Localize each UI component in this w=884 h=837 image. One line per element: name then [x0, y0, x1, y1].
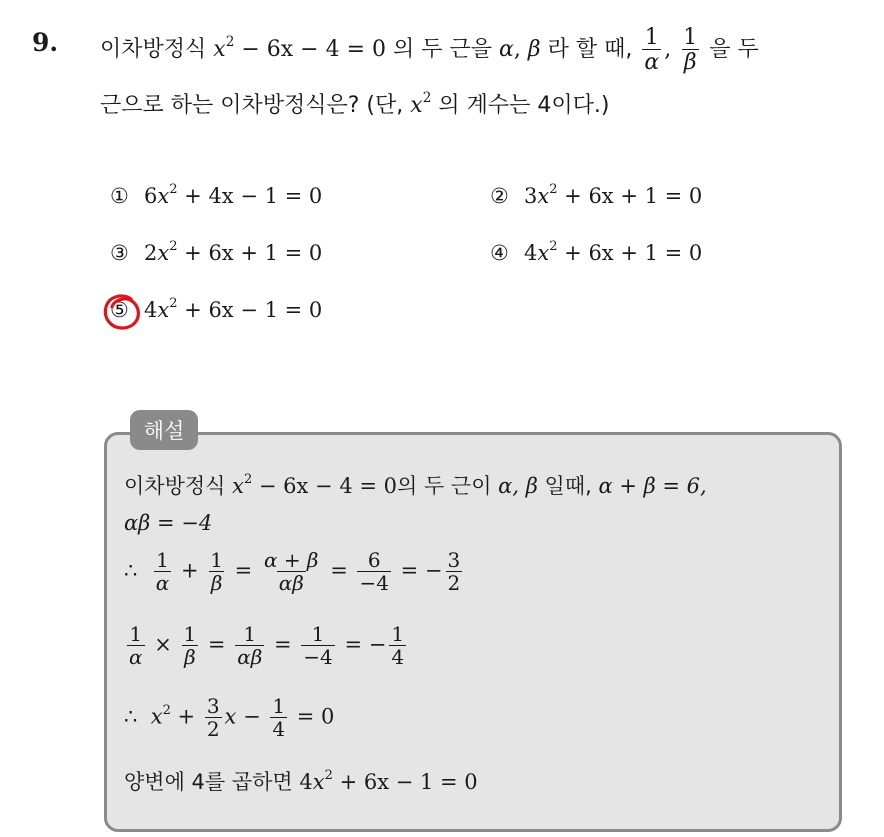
- question-text: 근으로 하는 이차방정식은? (단,: [100, 93, 411, 118]
- solution-line-6: [124, 766, 478, 796]
- question-line-2: [100, 88, 609, 119]
- choice-mark: ①: [110, 184, 129, 208]
- exponent: 2: [225, 33, 235, 50]
- choice-mark: ④: [490, 241, 509, 265]
- denominator: αβ: [278, 571, 304, 595]
- solution-text: 양변에 4를 곱하면: [124, 770, 300, 794]
- operator: = −: [400, 558, 443, 583]
- answer-circle-icon: [101, 290, 145, 334]
- operator: ×: [154, 632, 172, 657]
- numerator: 1: [311, 622, 325, 646]
- operator: +: [180, 558, 199, 583]
- choice-mark: ⑤: [110, 298, 129, 322]
- fraction-1-over-alpha: [642, 26, 661, 74]
- operator: =: [273, 632, 292, 657]
- coefficient: 6: [144, 184, 158, 208]
- roots: α, β: [498, 474, 538, 498]
- coefficient: 3: [524, 184, 538, 208]
- exponent: 2: [169, 296, 178, 312]
- denominator: α: [644, 50, 660, 76]
- numerator: 1: [243, 622, 257, 646]
- denominator: 2: [206, 717, 220, 741]
- numerator: 1: [129, 622, 143, 646]
- choice-4[interactable]: [490, 241, 702, 265]
- therefore-symbol: ∴: [124, 558, 138, 583]
- solution-line-1: [124, 470, 707, 500]
- equation-rest: + 6x + 1 = 0: [557, 241, 703, 265]
- denominator: −4: [359, 571, 389, 595]
- var-x: x: [312, 770, 325, 794]
- solution-tag: 해설: [130, 410, 198, 450]
- choice-3[interactable]: [110, 241, 322, 265]
- numerator: 3: [206, 694, 220, 718]
- product-of-roots: αβ = −4: [124, 511, 213, 535]
- equation-rest: + 6x + 1 = 0: [177, 241, 323, 265]
- numerator: 1: [156, 548, 169, 572]
- term: x −: [224, 704, 261, 729]
- var-x: x: [537, 184, 550, 208]
- var-x: x: [157, 298, 170, 322]
- comma: ,: [513, 37, 528, 63]
- choice-mark: ②: [490, 184, 509, 208]
- therefore-symbol: ∴: [124, 704, 138, 729]
- denominator: 4: [391, 645, 405, 669]
- numerator: 1: [683, 25, 698, 50]
- numerator: α + β: [263, 548, 319, 572]
- numerator: 1: [644, 25, 659, 50]
- coefficient: 4: [299, 770, 313, 794]
- exponent: 2: [169, 182, 178, 198]
- equation-end: = 0: [290, 704, 335, 729]
- exponent: 2: [549, 239, 558, 255]
- exponent: 2: [324, 768, 333, 784]
- coefficient: 2: [144, 241, 158, 265]
- equation-rest: + 6x + 1 = 0: [557, 184, 703, 208]
- denominator: αβ: [237, 645, 263, 669]
- question-text: 의 두 근을: [393, 37, 500, 63]
- var-x: x: [537, 241, 550, 265]
- denominator: −4: [303, 645, 333, 669]
- solution-line-3: [124, 550, 465, 594]
- choice-mark: ③: [110, 241, 129, 265]
- solution-text: 일때,: [537, 474, 599, 498]
- numerator: 6: [367, 548, 381, 572]
- operator: = −: [344, 632, 387, 657]
- denominator: β: [210, 571, 223, 595]
- question-number: 9.: [32, 28, 59, 57]
- var-x: x: [157, 184, 170, 208]
- denominator: α: [129, 645, 143, 669]
- numerator: 3: [447, 548, 461, 572]
- exponent: 2: [162, 702, 171, 718]
- alpha: α: [499, 37, 514, 63]
- denominator: α: [155, 571, 170, 595]
- exponent: 2: [169, 239, 178, 255]
- numerator: 1: [210, 548, 223, 572]
- solution-text: − 6x − 4 = 0의 두 근이: [252, 474, 499, 498]
- solution-text: 이차방정식: [124, 474, 233, 498]
- beta: β: [527, 37, 541, 63]
- sum-of-roots: α + β = 6,: [598, 474, 707, 498]
- denominator: β: [683, 50, 697, 76]
- var-x: x: [157, 241, 170, 265]
- coefficient: 4: [524, 241, 538, 265]
- denominator: 2: [447, 571, 461, 595]
- operator: =: [207, 632, 226, 657]
- numerator: 1: [183, 622, 197, 646]
- var-x: x: [213, 37, 226, 63]
- question-text: 이차방정식: [100, 37, 207, 63]
- solution-line-4: [124, 624, 409, 668]
- solution-line-5: [124, 696, 334, 740]
- equation: − 6x − 4 = 0: [234, 37, 387, 63]
- operator: =: [330, 558, 348, 583]
- operator: =: [234, 558, 253, 583]
- var-x: x: [150, 704, 163, 729]
- numerator: 1: [272, 694, 286, 718]
- exponent: 2: [422, 89, 432, 106]
- question-text: 을 두: [709, 37, 759, 63]
- question-text: 라 할 때,: [547, 37, 640, 63]
- equation-rest: + 6x − 1 = 0: [177, 298, 323, 322]
- question-line-1: 이차방정식 $x^2 - 6x - 4 = 0$ 의 두 근을 α, β 라 할 때, $\frac{1}{\alpha}$ , $\frac{1}{\beta}$ 을 두: [100, 25, 759, 76]
- solution-line-2: [124, 511, 212, 535]
- numerator: 1: [391, 622, 405, 646]
- choice-2[interactable]: [490, 184, 702, 208]
- exponent: 2: [549, 182, 558, 198]
- var-x: x: [410, 93, 423, 118]
- equation-rest: + 4x − 1 = 0: [177, 184, 323, 208]
- denominator: 4: [272, 717, 286, 741]
- var-x: x: [232, 474, 244, 498]
- coefficient: 4: [144, 298, 158, 322]
- choice-1[interactable]: [110, 184, 322, 208]
- exponent: 2: [243, 472, 253, 488]
- operator: +: [170, 704, 202, 729]
- denominator: β: [184, 645, 196, 669]
- fraction-1-over-beta: [681, 26, 699, 74]
- equation-rest: + 6x − 1 = 0: [332, 770, 478, 794]
- question-text: 의 계수는 4이다.): [431, 93, 610, 118]
